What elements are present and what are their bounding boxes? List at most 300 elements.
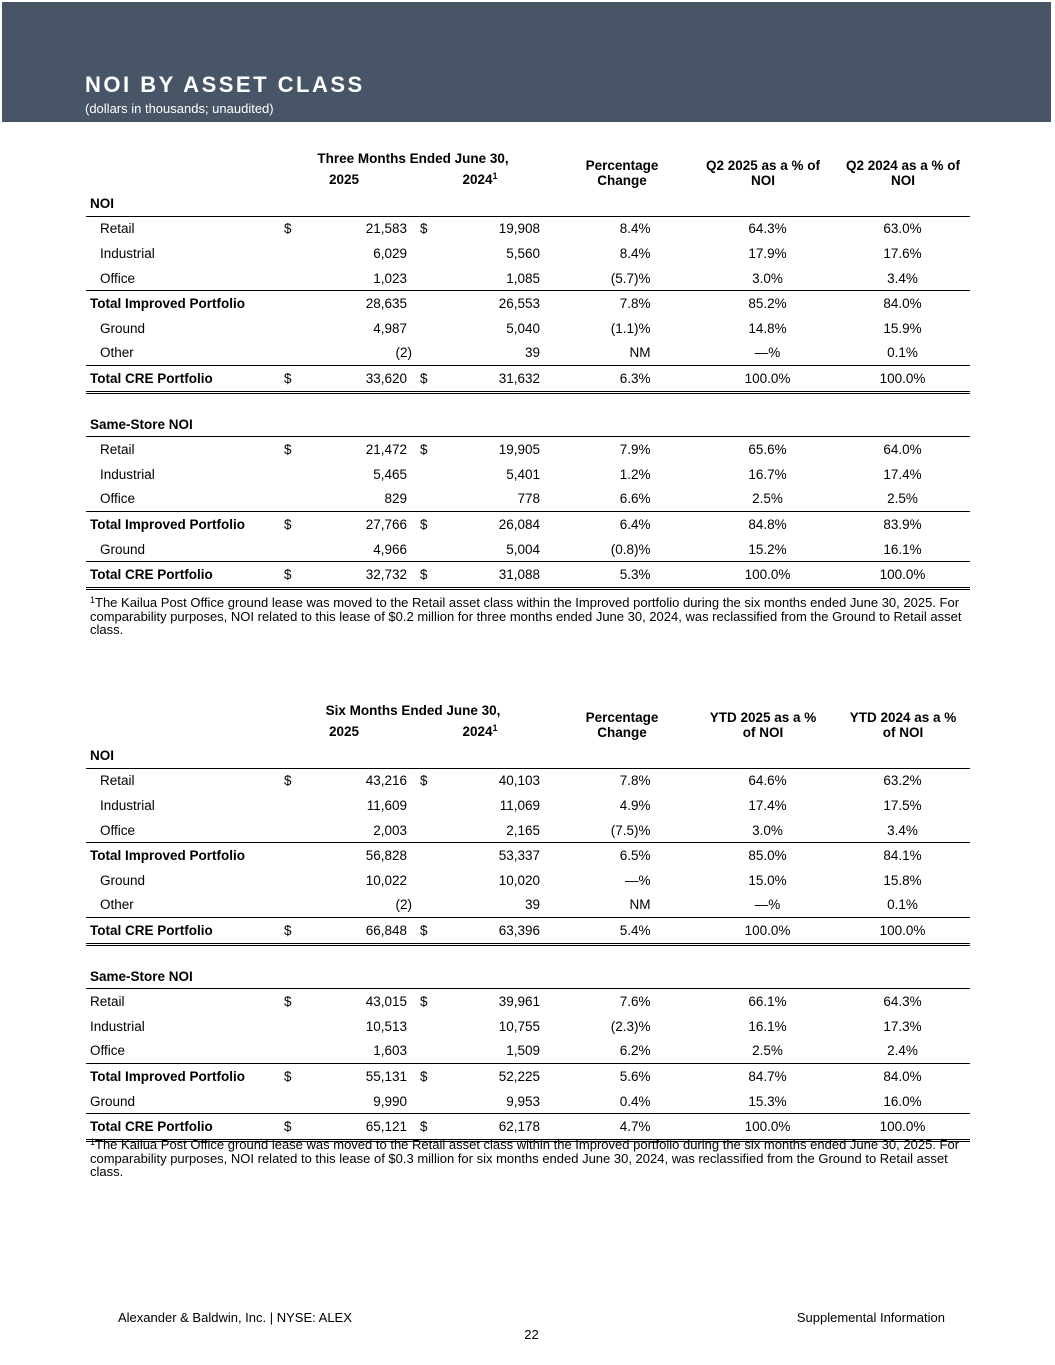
value-2025: 43,216	[365, 773, 407, 789]
share-2025: 17.9%	[748, 245, 787, 261]
quarter-col-pct-line2: Change	[597, 173, 647, 188]
section-heading-label: NOI	[86, 743, 970, 768]
percentage-change-cell	[545, 487, 700, 512]
share-2025: 15.2%	[748, 541, 787, 557]
currency-symbol-2024	[412, 843, 452, 868]
currency-symbol-2025: $	[284, 773, 292, 789]
value-2024: 52,225	[452, 1064, 545, 1089]
percentage-change: 6.2%	[619, 1043, 651, 1059]
share-2024: 15.8%	[883, 872, 922, 888]
value-2024: 39	[524, 897, 540, 913]
currency-symbol-2025	[276, 316, 316, 341]
currency-symbol-2024	[412, 241, 452, 266]
currency-symbol-2025: $	[284, 221, 292, 237]
currency-symbol-2025: $	[276, 366, 316, 393]
percentage-change: 7.6%	[619, 994, 651, 1010]
share-2024: 3.4%	[887, 270, 918, 286]
ytd-col-2024-footnote-mark: 1	[492, 723, 498, 733]
row-label: Office	[90, 1043, 126, 1059]
percentage-change-cell	[545, 366, 700, 393]
table-row	[86, 316, 970, 341]
value-2024: 19,905	[498, 442, 540, 458]
value-2024: 5,401	[506, 466, 540, 482]
quarter-col-2024-footnote-mark: 1	[492, 171, 498, 181]
percentage-change: 6.6%	[619, 491, 651, 507]
percentage-change-cell	[545, 918, 700, 945]
table-row	[86, 266, 970, 291]
percentage-change-cell	[545, 512, 700, 537]
section-heading-label: NOI	[86, 191, 970, 216]
share-2024: 17.4%	[883, 466, 922, 482]
quarter-footnote-text: The Kailua Post Office ground lease was moved to the Retail asset class within the Improved portfolio during the six months ended June 30, 2025. For comparability purposes, NOI related to this lease of $0.2 million for three months ended June 30, 2024, was reclassified from the Ground to Retail asset class.	[90, 595, 962, 637]
value-2025: 9,990	[373, 1093, 407, 1109]
value-2024: 10,755	[498, 1018, 540, 1034]
percentage-change-cell	[545, 291, 700, 316]
currency-symbol-2024	[412, 537, 452, 562]
quarter-col-2024-year: 2024	[462, 172, 493, 187]
ytd-col-share24-line1: YTD 2024 as a %	[849, 710, 957, 725]
currency-symbol-2024	[412, 341, 452, 366]
value-2025: 55,131	[316, 1064, 412, 1089]
share-2025: 100.0%	[700, 1114, 835, 1141]
quarter-col-pct-line1: Percentage	[585, 158, 659, 173]
percentage-change-cell	[545, 818, 700, 843]
section-heading-noi	[86, 743, 970, 768]
table-row	[86, 487, 970, 512]
value-2024: 63,396	[452, 918, 545, 945]
currency-symbol-2025	[276, 537, 316, 562]
value-2024: 26,553	[452, 291, 545, 316]
percentage-change: 5.6%	[619, 1068, 651, 1084]
quarter-col-share25-line2: NOI	[750, 173, 775, 188]
table-row	[86, 291, 970, 316]
share-2024: 17.5%	[883, 797, 922, 813]
quarter-period-label: Three Months Ended June 30,	[317, 151, 509, 166]
row-label: Retail	[90, 994, 125, 1010]
share-2025: 2.5%	[752, 491, 783, 507]
currency-symbol-2024: $	[420, 442, 428, 458]
footer-company: Alexander & Baldwin, Inc. | NYSE: ALEX	[118, 1310, 352, 1325]
percentage-change-cell	[545, 462, 700, 487]
row-label: Ground	[90, 1093, 136, 1109]
percentage-change-cell	[545, 989, 700, 1014]
row-label: Ground	[100, 872, 146, 888]
currency-symbol-2024: $	[412, 562, 452, 589]
currency-symbol-2024: $	[420, 221, 428, 237]
share-2024: 64.3%	[883, 994, 922, 1010]
value-2024: 62,178	[452, 1114, 545, 1141]
value-2024: 10,020	[498, 872, 540, 888]
value-2025: 1,603	[373, 1043, 407, 1059]
percentage-change: 7.8%	[619, 296, 651, 312]
share-2025: 2.5%	[752, 1043, 783, 1059]
quarter-col-share-2025	[693, 158, 833, 188]
share-2025: 100.0%	[700, 562, 835, 589]
currency-symbol-2024	[412, 1014, 452, 1039]
quarter-col-pct-change	[572, 158, 672, 188]
page-number: 22	[524, 1327, 539, 1342]
quarter-col-share24-line2: NOI	[890, 173, 915, 188]
quarter-col-share-2024	[833, 158, 973, 188]
value-2025: 829	[384, 491, 407, 507]
currency-symbol-2025: $	[284, 994, 292, 1010]
percentage-change: 7.9%	[619, 442, 651, 458]
share-2025: 85.2%	[700, 291, 835, 316]
section-heading-noi	[86, 191, 970, 216]
percentage-change: —%	[624, 872, 651, 888]
percentage-change-cell	[545, 768, 700, 793]
currency-symbol-2025	[276, 818, 316, 843]
row-label: Total Improved Portfolio	[86, 291, 276, 316]
percentage-change: 0.4%	[619, 1093, 651, 1109]
share-2024: 16.0%	[883, 1093, 922, 1109]
currency-symbol-2025	[276, 1039, 316, 1064]
share-2025: 100.0%	[700, 918, 835, 945]
table-row	[86, 1089, 970, 1114]
share-2025: 17.4%	[748, 797, 787, 813]
value-2024: 26,084	[452, 512, 545, 537]
row-label: Total Improved Portfolio	[86, 512, 276, 537]
share-2025: 16.7%	[748, 466, 787, 482]
currency-symbol-2025	[276, 893, 316, 918]
value-2024: 53,337	[452, 843, 545, 868]
share-2024: 100.0%	[835, 1114, 970, 1141]
table-row	[86, 793, 970, 818]
value-2024: 5,040	[506, 320, 540, 336]
currency-symbol-2025	[276, 462, 316, 487]
share-2024: 84.0%	[835, 1064, 970, 1089]
ytd-col-pct-change	[572, 710, 672, 740]
currency-symbol-2024	[412, 266, 452, 291]
currency-symbol-2025	[276, 1014, 316, 1039]
value-2025: 65,121	[316, 1114, 412, 1141]
percentage-change-cell	[545, 537, 700, 562]
percentage-change: NM	[629, 345, 651, 361]
share-2024: 17.6%	[883, 245, 922, 261]
share-2025: 3.0%	[752, 270, 783, 286]
table-row	[86, 241, 970, 266]
currency-symbol-2024: $	[412, 366, 452, 393]
share-2025: 66.1%	[748, 994, 787, 1010]
currency-symbol-2025	[276, 266, 316, 291]
currency-symbol-2024	[412, 793, 452, 818]
share-2025: —%	[754, 897, 781, 913]
row-label: Other	[100, 897, 134, 913]
section-spacer	[86, 392, 970, 412]
share-2025: 64.6%	[748, 773, 787, 789]
ytd-col-2025: 2025	[328, 724, 360, 739]
table-row	[86, 1064, 970, 1089]
table-row	[86, 366, 970, 393]
percentage-change: NM	[629, 897, 651, 913]
share-2025: —%	[754, 345, 781, 361]
ytd-footnote-mark: 1	[90, 1137, 96, 1147]
value-2024: 19,908	[498, 221, 540, 237]
table-row	[86, 537, 970, 562]
percentage-change-cell	[545, 1014, 700, 1039]
share-2025: 15.3%	[748, 1093, 787, 1109]
share-2025: 84.8%	[700, 512, 835, 537]
row-label: Retail	[100, 221, 135, 237]
row-label: Industrial	[100, 245, 155, 261]
row-label: Other	[100, 345, 134, 361]
percentage-change-cell	[545, 316, 700, 341]
share-2024: 83.9%	[835, 512, 970, 537]
currency-symbol-2024: $	[412, 1114, 452, 1141]
value-2025: (2)	[395, 345, 412, 361]
percentage-change: 4.9%	[619, 797, 651, 813]
share-2024: 16.1%	[883, 541, 922, 557]
section-heading-label: Same-Store NOI	[86, 412, 970, 437]
quarter-noi-table	[86, 191, 970, 590]
currency-symbol-2025	[276, 291, 316, 316]
value-2024: 2,165	[506, 822, 540, 838]
value-2024: 31,088	[452, 562, 545, 589]
table-row	[86, 893, 970, 918]
share-2024: 84.0%	[835, 291, 970, 316]
value-2025: 43,015	[365, 994, 407, 1010]
percentage-change-cell	[545, 266, 700, 291]
section-heading-same-store	[86, 964, 970, 989]
quarter-col-share24-line1: Q2 2024 as a % of	[845, 158, 961, 173]
currency-symbol-2024	[412, 316, 452, 341]
currency-symbol-2024	[412, 462, 452, 487]
percentage-change: 4.7%	[619, 1119, 651, 1135]
row-label: Ground	[100, 541, 146, 557]
currency-symbol-2024	[412, 291, 452, 316]
share-2024: 17.3%	[883, 1018, 922, 1034]
table-row	[86, 1039, 970, 1064]
table-row	[86, 437, 970, 462]
currency-symbol-2024	[412, 893, 452, 918]
value-2024: 11,069	[499, 797, 540, 813]
currency-symbol-2025	[276, 793, 316, 818]
share-2024: 64.0%	[883, 442, 922, 458]
value-2024: 5,560	[506, 245, 540, 261]
value-2024: 9,953	[506, 1093, 540, 1109]
row-label: Total CRE Portfolio	[86, 366, 276, 393]
currency-symbol-2024: $	[412, 512, 452, 537]
row-label: Industrial	[100, 466, 155, 482]
table-row	[86, 562, 970, 589]
table-row	[86, 216, 970, 241]
currency-symbol-2025	[276, 868, 316, 893]
value-2024: 5,004	[506, 541, 540, 557]
percentage-change-cell	[545, 1064, 700, 1089]
share-2024: 100.0%	[835, 562, 970, 589]
currency-symbol-2024	[412, 868, 452, 893]
percentage-change-cell	[545, 868, 700, 893]
value-2024: 39,961	[498, 994, 540, 1010]
row-label: Industrial	[90, 1018, 145, 1034]
share-2024: 2.4%	[887, 1043, 918, 1059]
ytd-col-share25-line1: YTD 2025 as a %	[709, 710, 817, 725]
share-2025: 3.0%	[752, 822, 783, 838]
value-2024: 1,509	[506, 1043, 540, 1059]
value-2025: 21,583	[365, 221, 407, 237]
currency-symbol-2025: $	[276, 1064, 316, 1089]
row-label: Office	[100, 491, 136, 507]
value-2025: 28,635	[316, 291, 412, 316]
share-2024: 15.9%	[883, 320, 922, 336]
share-2024: 0.1%	[887, 897, 918, 913]
currency-symbol-2025	[276, 487, 316, 512]
percentage-change: 1.2%	[619, 466, 651, 482]
share-2025: 15.0%	[748, 872, 787, 888]
currency-symbol-2025: $	[276, 512, 316, 537]
table-row	[86, 768, 970, 793]
currency-symbol-2025	[276, 341, 316, 366]
ytd-col-pct-line1: Percentage	[585, 710, 659, 725]
table-row	[86, 868, 970, 893]
ytd-col-share25-line2: of NOI	[742, 725, 784, 740]
percentage-change-cell	[545, 562, 700, 589]
percentage-change: 8.4%	[619, 245, 651, 261]
value-2024: 1,085	[506, 270, 540, 286]
share-2024: 100.0%	[835, 918, 970, 945]
currency-symbol-2025	[276, 843, 316, 868]
currency-symbol-2024	[412, 487, 452, 512]
value-2024: 778	[517, 491, 540, 507]
percentage-change: (7.5)%	[610, 822, 651, 838]
percentage-change: 6.3%	[619, 370, 651, 386]
percentage-change: 5.4%	[619, 922, 651, 938]
value-2025: 32,732	[316, 562, 412, 589]
table-row	[86, 1014, 970, 1039]
percentage-change: 5.3%	[619, 567, 651, 583]
value-2025: 1,023	[373, 270, 407, 286]
ytd-col-share-2025	[693, 710, 833, 740]
currency-symbol-2024	[412, 1089, 452, 1114]
currency-symbol-2025: $	[276, 1114, 316, 1141]
currency-symbol-2024: $	[420, 994, 428, 1010]
share-2024: 3.4%	[887, 822, 918, 838]
percentage-change: 6.5%	[619, 848, 651, 864]
value-2025: 5,465	[373, 466, 407, 482]
row-label: Retail	[100, 773, 135, 789]
quarter-footnote	[90, 596, 970, 637]
value-2025: 33,620	[316, 366, 412, 393]
share-2025: 64.3%	[748, 221, 787, 237]
percentage-change: (0.8)%	[610, 541, 651, 557]
percentage-change: 6.4%	[619, 516, 651, 532]
row-label: Retail	[100, 442, 135, 458]
percentage-change-cell	[545, 216, 700, 241]
percentage-change-cell	[545, 793, 700, 818]
share-2025: 14.8%	[748, 320, 787, 336]
table-row	[86, 512, 970, 537]
percentage-change-cell	[545, 341, 700, 366]
row-label: Total CRE Portfolio	[86, 918, 276, 945]
page-subtitle: (dollars in thousands; unaudited)	[85, 101, 274, 116]
value-2025: 2,003	[373, 822, 407, 838]
quarter-col-2025: 2025	[328, 172, 360, 187]
share-2024: 63.2%	[883, 773, 922, 789]
value-2025: 10,022	[365, 872, 407, 888]
share-2024: 63.0%	[883, 221, 922, 237]
share-2025: 84.7%	[700, 1064, 835, 1089]
percentage-change: 8.4%	[619, 221, 651, 237]
table-row	[86, 843, 970, 868]
share-2024: 0.1%	[887, 345, 918, 361]
quarter-footnote-mark: 1	[90, 595, 96, 605]
ytd-col-2024	[450, 724, 510, 739]
value-2025: 10,513	[365, 1018, 407, 1034]
row-label: Total CRE Portfolio	[86, 1114, 276, 1141]
currency-symbol-2025	[276, 1089, 316, 1114]
percentage-change-cell	[545, 241, 700, 266]
section-heading-label: Same-Store NOI	[86, 964, 970, 989]
value-2025: 4,987	[373, 320, 407, 336]
percentage-change-cell	[545, 843, 700, 868]
ytd-col-share-2024	[833, 710, 973, 740]
percentage-change: (5.7)%	[610, 270, 651, 286]
section-spacer	[86, 944, 970, 964]
currency-symbol-2025: $	[276, 562, 316, 589]
ytd-period-label: Six Months Ended June 30,	[325, 703, 501, 718]
ytd-col-share24-line2: of NOI	[882, 725, 924, 740]
share-2025: 16.1%	[748, 1018, 787, 1034]
percentage-change-cell	[545, 1089, 700, 1114]
value-2025: 11,609	[366, 797, 407, 813]
value-2025: 56,828	[316, 843, 412, 868]
value-2025: 27,766	[316, 512, 412, 537]
value-2025: 66,848	[316, 918, 412, 945]
value-2024: 31,632	[452, 366, 545, 393]
table-row	[86, 918, 970, 945]
value-2025: 21,472	[365, 442, 407, 458]
share-2024: 2.5%	[887, 491, 918, 507]
currency-symbol-2024: $	[420, 773, 428, 789]
ytd-noi-table	[86, 743, 970, 1142]
table-row	[86, 462, 970, 487]
value-2024: 40,103	[498, 773, 540, 789]
footer-doc-label: Supplemental Information	[796, 1310, 945, 1325]
row-label: Total Improved Portfolio	[86, 843, 276, 868]
currency-symbol-2025: $	[284, 442, 292, 458]
ytd-footnote-text: The Kailua Post Office ground lease was moved to the Retail asset class within the Improved portfolio during the six months ended June 30, 2025. For comparability purposes, NOI related to this lease of $0.3 million for six months ended June 30, 2024, was reclassified from the Ground to Retail asset class.	[90, 1137, 960, 1179]
value-2025: 6,029	[373, 245, 407, 261]
value-2024: 39	[524, 345, 540, 361]
page-title: NOI BY ASSET CLASS	[85, 72, 365, 97]
row-label: Total Improved Portfolio	[86, 1064, 276, 1089]
value-2025: (2)	[395, 897, 412, 913]
currency-symbol-2025: $	[276, 918, 316, 945]
row-label: Office	[100, 822, 136, 838]
share-2025: 100.0%	[700, 366, 835, 393]
percentage-change: 7.8%	[619, 773, 651, 789]
table-row	[86, 341, 970, 366]
share-2025: 65.6%	[748, 442, 787, 458]
section-heading-same-store	[86, 412, 970, 437]
percentage-change-cell	[545, 893, 700, 918]
percentage-change-cell	[545, 437, 700, 462]
share-2024: 84.1%	[835, 843, 970, 868]
table-row	[86, 989, 970, 1014]
percentage-change: (2.3)%	[610, 1018, 651, 1034]
ytd-col-2024-year: 2024	[462, 724, 493, 739]
currency-symbol-2024: $	[412, 1064, 452, 1089]
percentage-change-cell	[545, 1039, 700, 1064]
ytd-col-pct-line2: Change	[597, 725, 647, 740]
row-label: Industrial	[100, 797, 155, 813]
row-label: Total CRE Portfolio	[86, 562, 276, 589]
table-row	[86, 818, 970, 843]
ytd-footnote	[90, 1138, 970, 1179]
currency-symbol-2024: $	[412, 918, 452, 945]
quarter-col-share25-line1: Q2 2025 as a % of	[705, 158, 821, 173]
row-label: Office	[100, 270, 136, 286]
